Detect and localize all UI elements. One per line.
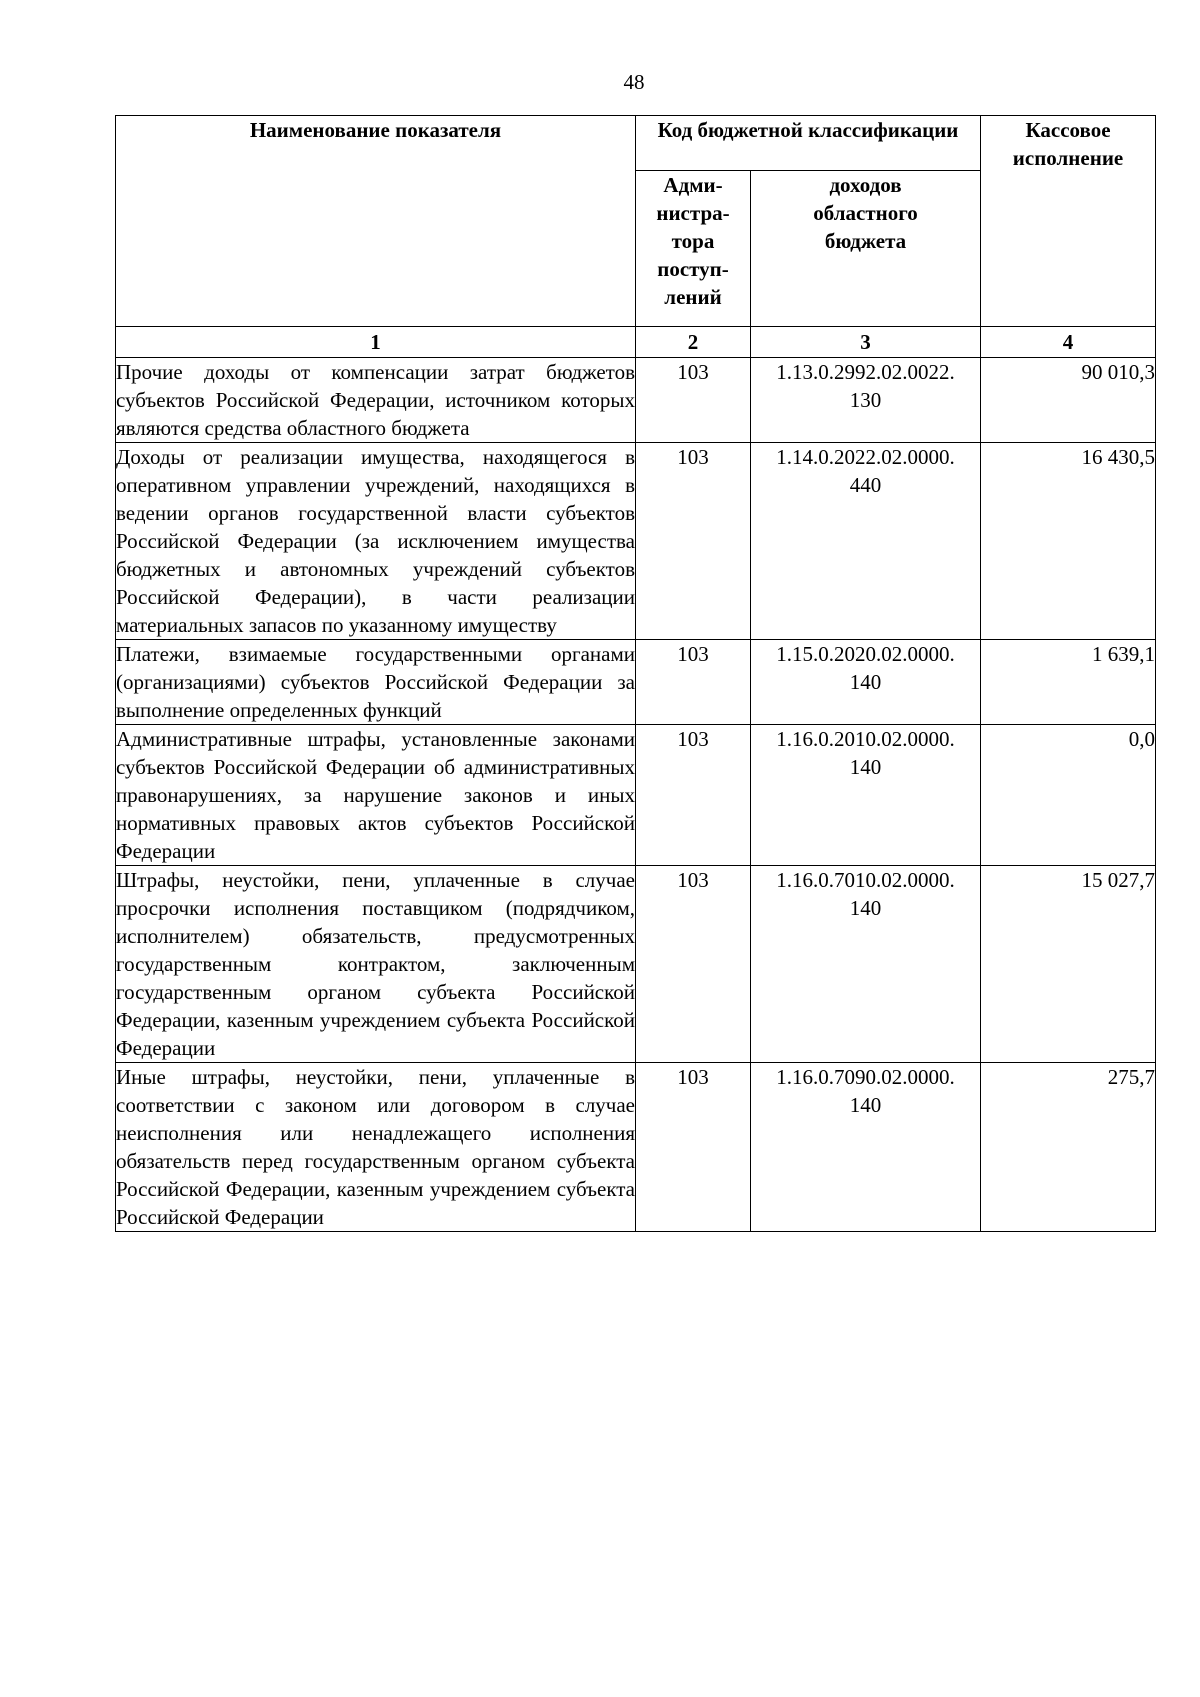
- income-code-line: 1.14.0.2022.02.0000.: [776, 445, 955, 469]
- header-row: [116, 116, 1156, 171]
- income-code-line: 1.15.0.2020.02.0000.: [776, 642, 955, 666]
- administrator-code-cell: 103: [636, 358, 751, 443]
- administrator-code-cell: 103: [636, 1063, 751, 1232]
- header-admin-line: нистра-: [656, 201, 730, 225]
- cash-execution-cell: 16 430,5: [981, 443, 1156, 640]
- income-code-line: 1.16.0.7010.02.0000.: [776, 868, 955, 892]
- table-row: [116, 866, 1156, 1063]
- income-code-line: 140: [849, 1093, 882, 1117]
- header-regional-income: [751, 171, 981, 327]
- income-code-line: 1.16.0.7090.02.0000.: [776, 1065, 955, 1089]
- header-admin-line: лений: [664, 285, 722, 309]
- income-code-line: 140: [849, 896, 882, 920]
- header-administrator: [636, 171, 751, 327]
- column-number-row: [116, 327, 1156, 358]
- cash-execution-cell: 1 639,1: [981, 640, 1156, 725]
- header-admin-line: тора: [671, 229, 715, 253]
- income-code-line: 140: [849, 670, 882, 694]
- income-code-line: 1.13.0.2992.02.0022.: [776, 360, 955, 384]
- cash-execution-cell: 275,7: [981, 1063, 1156, 1232]
- income-code-line: 440: [849, 473, 882, 497]
- header-cash-execution: [981, 116, 1156, 327]
- table-row: [116, 1063, 1156, 1232]
- column-number: 4: [981, 327, 1156, 358]
- table-row: [116, 443, 1156, 640]
- indicator-name-cell: Штрафы, неустойки, пени, уплаченные в случае просрочки исполнения поставщиком (подрядчиком, исполнителем) обязательств, предусмотренных государственным контрактом, заключенным государственным органом субъекта Российской Федерации, казенным учреждением субъекта Российской Федерации: [116, 866, 636, 1063]
- header-income-line: доходов: [829, 173, 902, 197]
- indicator-name-cell: Прочие доходы от компенсации затрат бюджетов субъектов Российской Федерации, источником которых являются средства областного бюджета: [116, 358, 636, 443]
- cash-execution-cell: 0,0: [981, 725, 1156, 866]
- header-execution-line: исполнение: [1012, 146, 1124, 170]
- indicator-name-cell: Доходы от реализации имущества, находящегося в оперативном управлении учреждений, находящихся в ведении органов государственной власти субъектов Российской Федерации (за исключением имущества бюджетных и автономных учреждений субъектов Российской Федерации), в части реализации материальных запасов по указанному имуществу: [116, 443, 636, 640]
- table-row: [116, 640, 1156, 725]
- header-execution-line: Кассовое: [1025, 118, 1111, 142]
- page-number: 48: [623, 70, 645, 94]
- income-code-line: 1.16.0.2010.02.0000.: [776, 727, 955, 751]
- header-income-line: областного: [813, 201, 918, 225]
- column-number: 3: [751, 327, 981, 358]
- indicator-name-cell: Иные штрафы, неустойки, пени, уплаченные в соответствии с законом или договором в случае неисполнения или ненадлежащего исполнения обязательств перед государственным органом субъекта Российской Федерации, казенным учреждением субъекта Российской Федерации: [116, 1063, 636, 1232]
- header-indicator-name: Наименование показателя: [116, 116, 636, 327]
- header-income-line: бюджета: [824, 229, 907, 253]
- budget-income-table: [115, 115, 1156, 1232]
- table-row: [116, 358, 1156, 443]
- administrator-code-cell: 103: [636, 725, 751, 866]
- header-classification-code: Код бюджетной классификации: [636, 116, 981, 171]
- administrator-code-cell: 103: [636, 640, 751, 725]
- column-number: 2: [636, 327, 751, 358]
- cash-execution-cell: 15 027,7: [981, 866, 1156, 1063]
- cash-execution-cell: 90 010,3: [981, 358, 1156, 443]
- income-code-cell: [751, 443, 981, 640]
- header-admin-line: поступ-: [657, 257, 729, 281]
- income-code-cell: [751, 640, 981, 725]
- income-code-cell: [751, 725, 981, 866]
- table-row: [116, 725, 1156, 866]
- income-code-cell: [751, 358, 981, 443]
- column-number: 1: [116, 327, 636, 358]
- indicator-name-cell: Платежи, взимаемые государственными органами (организациями) субъектов Российской Федерации за выполнение определенных функций: [116, 640, 636, 725]
- income-code-line: 130: [849, 388, 882, 412]
- income-code-line: 140: [849, 755, 882, 779]
- income-code-cell: [751, 1063, 981, 1232]
- indicator-name-cell: Административные штрафы, установленные законами субъектов Российской Федерации об административных правонарушениях, за нарушение законов и иных нормативных правовых актов субъектов Российской Федерации: [116, 725, 636, 866]
- administrator-code-cell: 103: [636, 443, 751, 640]
- header-admin-line: Адми-: [663, 173, 723, 197]
- administrator-code-cell: 103: [636, 866, 751, 1063]
- income-code-cell: [751, 866, 981, 1063]
